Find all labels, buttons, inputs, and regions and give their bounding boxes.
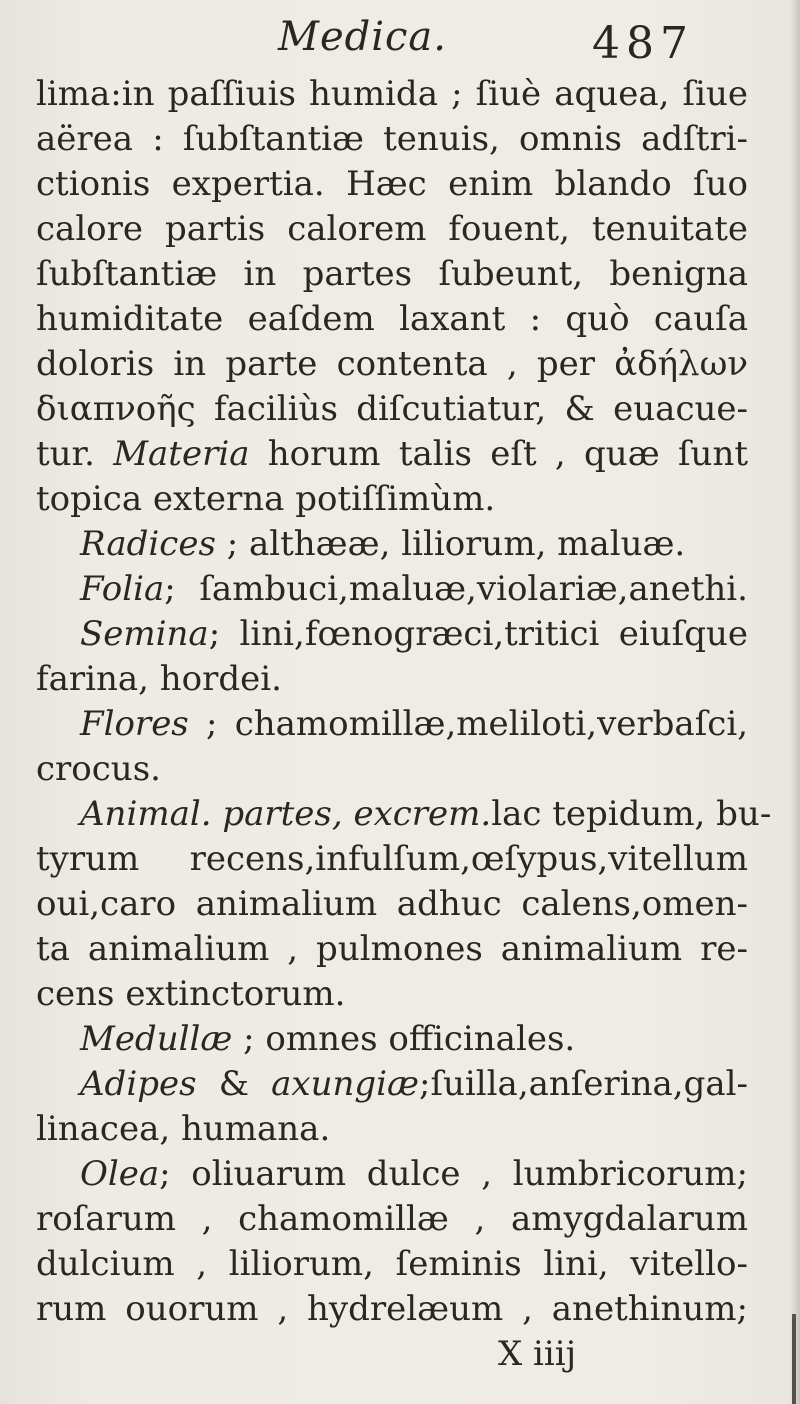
entry-text-radices: ; althææ, liliorum, maluæ. (215, 524, 686, 564)
text-line: crocus. (36, 749, 161, 789)
text-line: cens extinctorum. (36, 974, 346, 1014)
materia-heading: Materia (113, 434, 250, 474)
page-edge-shadow (790, 0, 800, 1404)
page-edge-mark (792, 1314, 796, 1404)
entry-text-medullae: ; omnes officinales. (232, 1019, 576, 1059)
text-line: ta animalium , pulmones animalium re- (36, 929, 748, 969)
signature-mark: X iiij (498, 1334, 577, 1374)
entry-heading-folia: Folia (80, 569, 165, 609)
text-line: oui,caro animalium adhuc calens,omen- (36, 884, 748, 924)
entry-semina (36, 612, 748, 657)
entry-animal (36, 792, 772, 837)
materia-text: horum talis eſt , quæ ſunt (249, 434, 748, 474)
text-line: aërea : ſubſtantiæ tenuis, omnis adſtri- (36, 119, 748, 159)
running-head: Medica. (278, 14, 447, 60)
page-header (0, 8, 800, 68)
entry-heading-axungiae: axungiæ (271, 1064, 419, 1104)
entry-heading-semina: Semina (80, 614, 209, 654)
page-number: 487 (592, 18, 694, 69)
text-line: lima:in paſſiuis humida ; ſiuè aquea, ſiue (36, 74, 748, 114)
text-line: doloris in parte contenta , per ἀδήλων (36, 344, 748, 384)
entry-heading-animal: Animal. partes, excrem. (80, 794, 492, 834)
entry-text-folia: ; ſambuci,maluæ,violariæ,anethi. (164, 569, 748, 609)
entry-text-adipes: ;ſuilla,anſerina,gal- (418, 1064, 748, 1104)
entry-heading-flores: Flores (80, 704, 189, 744)
text-line: topica externa potiſſimùm. (36, 479, 496, 519)
entry-heading-radices: Radices (80, 524, 216, 564)
entry-medullae (36, 1017, 748, 1062)
entry-adipes (36, 1062, 748, 1107)
text-fragment: tur. (36, 434, 95, 474)
entry-text-flores: ; chamomillæ,meliloti,verbaſci, (188, 704, 748, 744)
text-line: rum ouorum , hydrelæum , anethinum; (36, 1289, 748, 1329)
text-line: humiditate eaſdem laxant : quò cauſa (36, 299, 748, 339)
text-line: linacea, humana. (36, 1109, 331, 1149)
text-line-materia (36, 432, 748, 477)
entry-heading-olea: Olea (80, 1154, 160, 1194)
entry-text-semina: ; lini,fœnogræci,tritici eiuſque (208, 614, 748, 654)
text-line: tyrum recens,infulſum,œſypus,vitellum (36, 839, 748, 879)
text-line: ſubſtantiæ in partes ſubeunt, benigna (36, 254, 748, 294)
text-line: dulcium , liliorum, ſeminis lini, vitello- (36, 1244, 748, 1284)
entry-olea (36, 1152, 748, 1197)
text-line: ctionis expertia. Hæc enim blando ſuo (36, 164, 748, 204)
text-line: calore partis calorem fouent, tenuitate (36, 209, 748, 249)
entry-text-animal: lac tepidum, bu- (491, 794, 772, 834)
entry-flores (36, 702, 748, 747)
entry-text-olea: ; oliuarum dulce , lumbricorum; (159, 1154, 748, 1194)
entry-heading-medullae: Medullæ (80, 1019, 233, 1059)
text-line: διαπνοῆς faciliùs diſcutiatur, & euacue- (36, 389, 748, 429)
body-text (36, 72, 772, 1377)
entry-heading-adipes: Adipes (80, 1064, 197, 1104)
entry-ampersand: & (196, 1064, 272, 1104)
entry-radices (36, 522, 748, 567)
text-line: farina, hordei. (36, 659, 282, 699)
entry-folia (36, 567, 748, 612)
text-line: roſarum , chamomillæ , amygdalarum (36, 1199, 748, 1239)
